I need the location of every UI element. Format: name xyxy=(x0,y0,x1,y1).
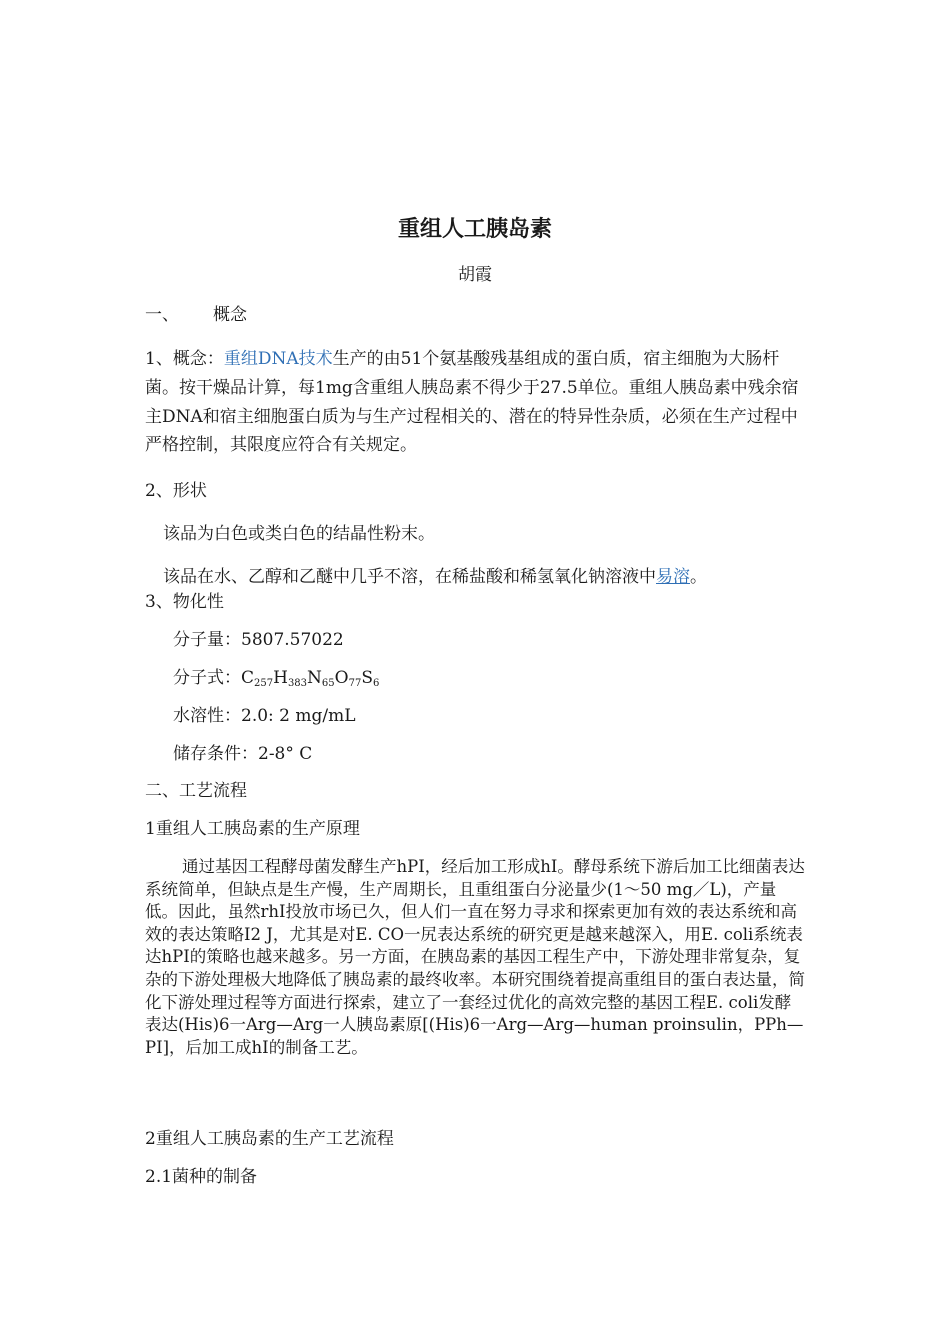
principle-text: 通过基因工程酵母菌发酵生产hPI，经后加工形成hI。酵母系统下游后加工比细菌表达系统简单，但缺点是生产慢，生产周期长，且重组蛋白分泌量少(1～50 mg／L)，产量低。因此，虽然rhI投放市场已久，但人们一直在努力寻求和探索更加有效的表达系统和高效的表达策略I2 J，尤其是对E. CO一尻表达系统的研究更是越来越深入，用E. coli系统表达hPI的策略也越来越多。另一方面，在胰岛素的基因工程生产中，下游处理非常复杂，复杂的下游处理极大地降低了胰岛素的最终收率。本研究围绕着提高重组目的蛋白表达量，简化下游处理过程等方面进行探索，建立了一套经过优化的高效完整的基因工程E. coli发酵表达(His)6一Arg—Arg一人胰岛素原[(His)6一Arg—Arg—human proinsulin，PPh—PI]，后加工成hI的制备工艺。 xyxy=(145,857,805,1057)
shape-line-2-text: 该品在水、乙醇和乙醚中几乎不溶，在稀盐酸和稀氢氧化钠溶液中 xyxy=(163,567,656,587)
shape-heading: 2、形状 xyxy=(145,481,207,501)
section2-heading: 二、工艺流程 xyxy=(145,781,247,801)
physchem-heading: 3、物化性 xyxy=(145,592,224,612)
process-heading: 2重组人工胰岛素的生产工艺流程 xyxy=(145,1129,394,1149)
storage-conditions: 储存条件：2-8° C xyxy=(173,744,313,764)
document-title: 重组人工胰岛素 xyxy=(397,217,552,242)
section1-title: 概念 xyxy=(213,305,247,325)
formula-label: 分子式： xyxy=(173,668,241,688)
document-author: 胡霞 xyxy=(458,265,492,285)
recombinant-dna-link[interactable]: 重组DNA技术 xyxy=(223,349,333,369)
soluble-link[interactable]: 易溶 xyxy=(656,567,690,587)
molecular-formula xyxy=(173,665,843,697)
shape-line-2-end: 。 xyxy=(690,567,707,587)
molecular-weight: 分子量：5807.57022 xyxy=(173,630,344,650)
concept-paragraph xyxy=(145,345,807,460)
concept-text: 生产的由51个氨基酸残基组成的蛋白质，宿主细胞为大肠杆菌。按干燥品计算，每1mg含重组人胰岛素不得少于27.5单位。重组人胰岛素中残余宿主DNA和宿主细胞蛋白质为与生产过程相关的、潜在的特异性杂质，必须在生产过程中严格控制，其限度应符合有关规定。 xyxy=(145,349,799,456)
shape-line-2 xyxy=(163,564,833,590)
shape-line-1: 该品为白色或类白色的结晶性粉末。 xyxy=(163,524,435,544)
section1-number: 一、 xyxy=(145,305,179,325)
strain-heading: 2.1菌种的制备 xyxy=(145,1167,258,1187)
concept-label: 1、概念： xyxy=(145,349,224,369)
formula-value: $C_{257}H_{383}N_{65}O_{77}S_6$ xyxy=(241,668,380,689)
water-solubility: 水溶性：2.0: 2 mg/mL xyxy=(173,706,356,726)
principle-paragraph xyxy=(145,856,807,1059)
principle-heading: 1重组人工胰岛素的生产原理 xyxy=(145,819,360,839)
section1-heading xyxy=(145,302,815,328)
